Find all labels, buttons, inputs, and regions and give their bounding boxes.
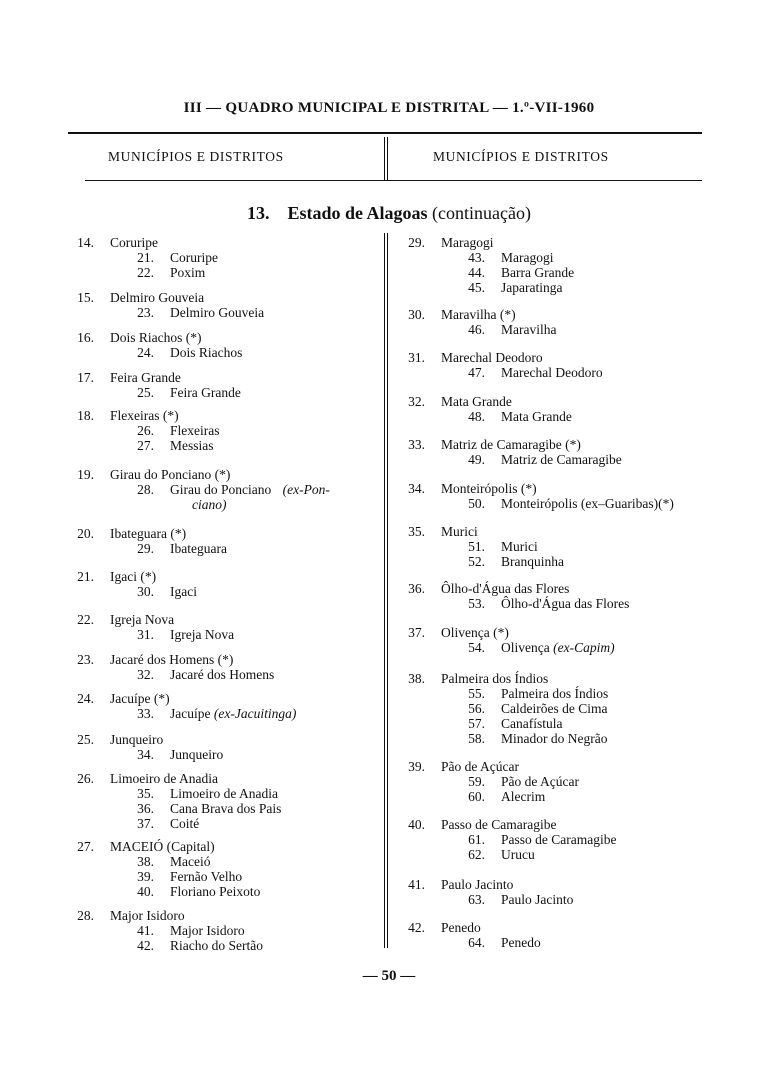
district-number: 40. [137, 884, 154, 899]
district-name-text: Passo de Caramagibe [501, 832, 617, 847]
municipality-number: 42. [408, 920, 425, 935]
district-name-text: Alecrim [501, 789, 546, 804]
district-number: 38. [137, 854, 154, 869]
municipality-number: 39. [408, 759, 425, 774]
municipality-number: 35. [408, 524, 425, 539]
district-name [170, 345, 242, 360]
municipality-name: Feira Grande [110, 370, 181, 385]
district-number: 22. [137, 265, 154, 280]
district-name [170, 816, 199, 831]
district-number: 48. [468, 409, 485, 424]
municipality-name: Penedo [441, 920, 481, 935]
district-number: 56. [468, 701, 485, 716]
district-number: 36. [137, 801, 154, 816]
district-name [501, 539, 538, 554]
district-name-text: Paulo Jacinto [501, 892, 574, 907]
district-name [170, 438, 214, 453]
municipality-name: Ôlho-d'Água das Flores [441, 581, 570, 596]
district-name-text: Jacuípe [170, 706, 211, 721]
municipality-number: 28. [77, 908, 94, 923]
state-title [0, 203, 778, 224]
municipality-name: MACEIÓ (Capital) [110, 839, 215, 854]
municipality-name: Major Isidoro [110, 908, 185, 923]
state-number: 13. [247, 203, 270, 223]
district-name-text: Palmeira dos Índios [501, 686, 609, 701]
district-name-text: Caldeirões de Cima [501, 701, 608, 716]
district-name-text: Cana Brava dos Pais [170, 801, 282, 816]
district-name [170, 305, 264, 320]
district-name [501, 716, 562, 731]
district-name-text: Fernão Velho [170, 869, 243, 884]
district-number: 21. [137, 250, 154, 265]
district-number: 34. [137, 747, 154, 762]
municipality-number: 24. [77, 691, 94, 706]
district-name-text: Dois Riachos [170, 345, 243, 360]
district-name-text: Maceió [170, 854, 211, 869]
district-name-text: Girau do Ponciano [170, 482, 272, 497]
district-number: 31. [137, 627, 154, 642]
municipality-number: 34. [408, 481, 425, 496]
district-name-text: Igaci [170, 584, 197, 599]
district-number: 23. [137, 305, 154, 320]
district-name-text: Jacaré dos Homens [170, 667, 275, 682]
former-name-note: (ex-Pon- [282, 482, 330, 497]
municipality-name: Flexeiras (*) [110, 408, 179, 423]
district-name-text: Barra Grande [501, 265, 575, 280]
district-number: 30. [137, 584, 154, 599]
municipality-name: Olivença (*) [441, 625, 509, 640]
municipality-name: Matriz de Camaragibe (*) [441, 437, 581, 452]
district-name [170, 541, 227, 556]
district-name [501, 596, 629, 611]
district-number: 35. [137, 786, 154, 801]
district-number: 55. [468, 686, 485, 701]
municipality-name: Junqueiro [110, 732, 164, 747]
district-name-text: Japaratinga [501, 280, 563, 295]
municipality-name: Palmeira dos Índios [441, 671, 549, 686]
district-name [170, 667, 274, 682]
municipality-name: Paulo Jacinto [441, 877, 514, 892]
district-number: 58. [468, 731, 485, 746]
district-name [501, 832, 616, 847]
municipality-name: Coruripe [110, 235, 158, 250]
municipality-name: Pão de Açúcar [441, 759, 519, 774]
district-name-text: Marechal Deodoro [501, 365, 603, 380]
municipality-number: 22. [77, 612, 94, 627]
former-name-note-continued: ciano) [192, 497, 227, 512]
district-name-text: Minador do Negrão [501, 731, 608, 746]
district-name-text: Urucu [501, 847, 535, 862]
district-name-text: Maragogi [501, 250, 554, 265]
district-number: 63. [468, 892, 485, 907]
district-name [170, 482, 330, 497]
district-name [170, 423, 220, 438]
municipality-number: 16. [77, 330, 94, 345]
district-name [501, 409, 572, 424]
district-name-text: Flexeiras [170, 423, 220, 438]
municipality-number: 17. [77, 370, 94, 385]
district-name [170, 923, 245, 938]
district-number: 44. [468, 265, 485, 280]
district-name-text: Ôlho-d'Água das Flores [501, 596, 630, 611]
district-number: 33. [137, 706, 154, 721]
municipality-name: Maragogi [441, 235, 494, 250]
district-number: 54. [468, 640, 485, 655]
page-number: — 50 — [362, 968, 416, 984]
district-name-text: Canafístula [501, 716, 563, 731]
district-name-text: Igreja Nova [170, 627, 235, 642]
municipality-number: 30. [408, 307, 425, 322]
district-name-text: Maravilha [501, 322, 557, 337]
municipality-number: 25. [77, 732, 94, 747]
district-name-text: Junqueiro [170, 747, 224, 762]
page-header: III — QUADRO MUNICIPAL E DISTRITAL — 1.º-VII-1960 [183, 100, 595, 116]
municipality-number: 27. [77, 839, 94, 854]
district-name [170, 869, 242, 884]
municipality-number: 31. [408, 350, 425, 365]
district-name [501, 265, 574, 280]
district-name-text: Mata Grande [501, 409, 572, 424]
former-name-note: (ex-Capim) [553, 640, 615, 655]
municipality-number: 29. [408, 235, 425, 250]
district-name-text: Branquinha [501, 554, 564, 569]
district-number: 27. [137, 438, 154, 453]
district-name [170, 265, 205, 280]
municipality-name: Jacuípe (*) [110, 691, 170, 706]
district-number: 46. [468, 322, 485, 337]
right-column-heading: MUNICÍPIOS E DISTRITOS [433, 149, 609, 164]
district-number: 52. [468, 554, 485, 569]
district-name [170, 854, 210, 869]
district-name [170, 584, 197, 599]
municipality-name: Jacaré dos Homens (*) [110, 652, 234, 667]
district-name-text: Penedo [501, 935, 541, 950]
district-name-text: Feira Grande [170, 385, 241, 400]
district-name [170, 801, 281, 816]
district-name [501, 935, 541, 950]
district-number: 50. [468, 496, 485, 511]
district-number: 25. [137, 385, 154, 400]
district-name [501, 847, 535, 862]
district-name [501, 280, 562, 295]
district-name [170, 884, 260, 899]
municipality-name: Delmiro Gouveia [110, 290, 205, 305]
district-number: 57. [468, 716, 485, 731]
state-note: (continuação) [432, 203, 531, 223]
district-number: 42. [137, 938, 154, 953]
district-number: 49. [468, 452, 485, 467]
district-name [170, 706, 296, 721]
district-name [501, 452, 622, 467]
district-name-text: Delmiro Gouveia [170, 305, 265, 320]
district-number: 28. [137, 482, 154, 497]
municipality-number: 36. [408, 581, 425, 596]
district-number: 26. [137, 423, 154, 438]
municipality-number: 32. [408, 394, 425, 409]
state-name: Estado de Alagoas [287, 203, 428, 223]
body-column-divider [384, 233, 388, 948]
municipality-number: 19. [77, 467, 94, 482]
municipality-name: Igreja Nova [110, 612, 175, 627]
district-name [170, 938, 263, 953]
municipality-number: 26. [77, 771, 94, 786]
district-name-text: Riacho do Sertão [170, 938, 263, 953]
municipality-name: Dois Riachos (*) [110, 330, 202, 345]
municipality-number: 15. [77, 290, 94, 305]
district-name [170, 385, 241, 400]
district-name [501, 701, 607, 716]
district-name-text: Olivença [501, 640, 550, 655]
district-number: 61. [468, 832, 485, 847]
district-number: 51. [468, 539, 485, 554]
former-name-note: (ex-Jacuitinga) [213, 706, 297, 721]
municipality-number: 20. [77, 526, 94, 541]
district-number: 64. [468, 935, 485, 950]
district-number: 37. [137, 816, 154, 831]
municipality-name: Mata Grande [441, 394, 512, 409]
municipality-number: 23. [77, 652, 94, 667]
municipality-name: Limoeiro de Anadia [110, 771, 218, 786]
district-name-text: Limoeiro de Anadia [170, 786, 278, 801]
district-number: 29. [137, 541, 154, 556]
district-name-text: Coruripe [170, 250, 218, 265]
municipality-number: 14. [77, 235, 94, 250]
district-name [170, 786, 278, 801]
district-name [501, 250, 553, 265]
district-name [501, 789, 545, 804]
municipality-number: 33. [408, 437, 425, 452]
district-name [501, 731, 607, 746]
district-name [170, 250, 218, 265]
district-name [501, 365, 603, 380]
district-name-text: Ibateguara [170, 541, 227, 556]
district-number: 45. [468, 280, 485, 295]
municipality-number: 21. [77, 569, 94, 584]
municipality-name: Monteirópolis (*) [441, 481, 537, 496]
municipality-name: Igaci (*) [110, 569, 157, 584]
heading-rule [85, 180, 702, 181]
district-number: 43. [468, 250, 485, 265]
municipality-name: Maravilha (*) [441, 307, 516, 322]
district-name-text: Coité [170, 816, 200, 831]
municipality-number: 37. [408, 625, 425, 640]
municipality-name: Ibateguara (*) [110, 526, 187, 541]
district-name-text: Messias [170, 438, 214, 453]
municipality-name: Murici [441, 524, 478, 539]
municipality-number: 40. [408, 817, 425, 832]
district-name [170, 627, 234, 642]
district-name [501, 640, 615, 655]
district-number: 59. [468, 774, 485, 789]
top-rule [68, 132, 702, 134]
header-column-divider [384, 137, 388, 181]
district-number: 53. [468, 596, 485, 611]
left-column-heading: MUNICÍPIOS E DISTRITOS [108, 149, 284, 164]
district-number: 32. [137, 667, 154, 682]
municipality-number: 41. [408, 877, 425, 892]
district-name-text: Pão de Açúcar [501, 774, 579, 789]
district-name-text: Floriano Peixoto [170, 884, 261, 899]
district-name [501, 322, 556, 337]
district-number: 47. [468, 365, 485, 380]
district-number: 60. [468, 789, 485, 804]
district-name-text: Monteirópolis (ex–Guaribas)(*) [501, 496, 674, 511]
municipality-name: Girau do Ponciano (*) [110, 467, 231, 482]
municipality-number: 18. [77, 408, 94, 423]
municipality-name: Passo de Camaragibe [441, 817, 557, 832]
district-name [501, 774, 579, 789]
district-name-text: Poxim [170, 265, 206, 280]
district-name [501, 686, 608, 701]
district-number: 24. [137, 345, 154, 360]
municipality-number: 38. [408, 671, 425, 686]
district-name-text: Murici [501, 539, 538, 554]
district-number: 41. [137, 923, 154, 938]
district-name [501, 554, 564, 569]
district-name [501, 496, 674, 511]
district-number: 39. [137, 869, 154, 884]
district-name-text: Matriz de Camaragibe [501, 452, 622, 467]
district-name [501, 892, 573, 907]
district-name [170, 747, 223, 762]
district-name-text: Major Isidoro [170, 923, 245, 938]
municipality-name: Marechal Deodoro [441, 350, 543, 365]
district-number: 62. [468, 847, 485, 862]
